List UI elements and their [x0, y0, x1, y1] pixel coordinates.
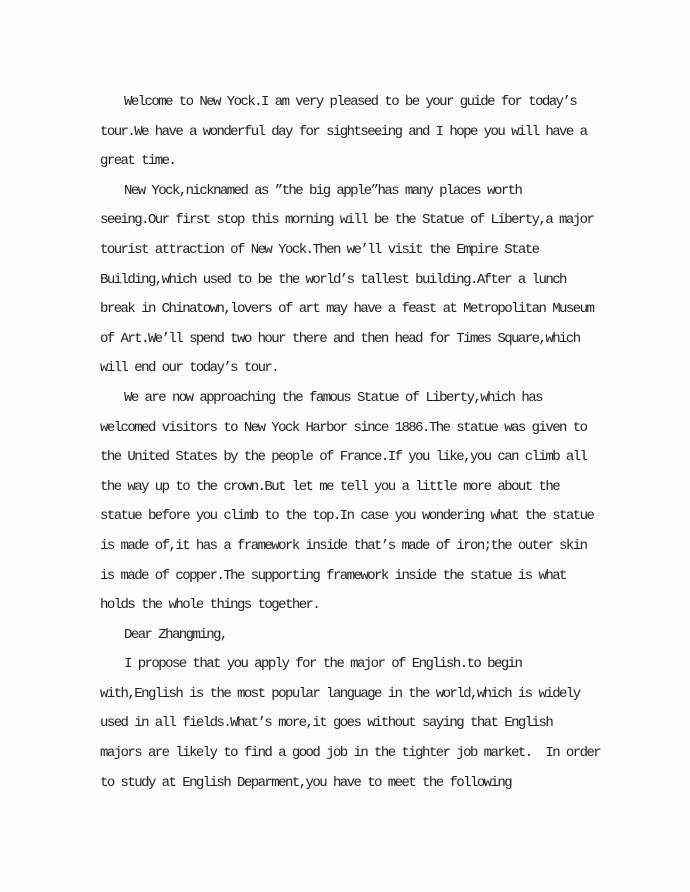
text-line: great time.	[100, 153, 176, 170]
text-line: I propose that you apply for the major of English.to begin	[124, 656, 522, 673]
text-line: tour.We have a wonderful day for sightseeing and I hope you will have a	[100, 123, 587, 140]
text-line: Welcome to New Yock.I am very pleased to be your guide for today’s	[124, 94, 577, 110]
paragraph	[100, 650, 620, 798]
text-line: majors are likely to find a good job in the tighter job market. In order	[100, 745, 601, 762]
text-line: of Art.We’ll spend two hour there and then head for Times Square,which	[100, 330, 580, 347]
text-line: Dear Zhangming,	[124, 626, 227, 643]
text-line: used in all fields.What’s more,it goes without saying that English	[100, 715, 553, 732]
text-line: will end our today’s tour.	[100, 360, 279, 377]
text-line: is made of,it has a framework inside that’s made of iron;the outer skin	[100, 537, 587, 554]
text-line: to study at English Deparment,you have to meet the following	[100, 774, 512, 791]
text-line: We are now approaching the famous Statue of Liberty,which has	[124, 389, 542, 406]
paragraph	[100, 177, 620, 384]
paragraph	[100, 621, 620, 651]
text-line: holds the whole things together.	[100, 597, 320, 614]
text-line: statue before you climb to the top.In case you wondering what the statue	[100, 508, 594, 525]
text-line: Building,which used to be the world’s tallest building.After a lunch	[100, 271, 566, 288]
paragraph	[100, 88, 620, 177]
text-line: welcomed visitors to New Yock Harbor since 1886.The statue was given to	[100, 419, 587, 436]
text-line: break in Chinatown,lovers of art may have a feast at Metropolitan Museum	[100, 301, 594, 318]
text-line: the way up to the crown.But let me tell you a little more about the	[100, 478, 560, 495]
text-line: with,English is the most popular language in the world,which is widely	[100, 685, 580, 702]
text-line: seeing.Our first stop this morning will be the Statue of Liberty,a major	[100, 212, 594, 229]
paragraph	[100, 384, 620, 621]
text-line: New Yock,nicknamed as ”the big apple”has many places worth	[124, 182, 522, 199]
text-line: tourist attraction of New Yock.Then we’ll visit the Empire State	[100, 241, 539, 258]
document-text	[100, 88, 620, 798]
text-line: the United States by the people of France.If you like,you can climb all	[100, 449, 587, 466]
text-line: is made of copper.The supporting framework inside the statue is what	[100, 567, 566, 584]
